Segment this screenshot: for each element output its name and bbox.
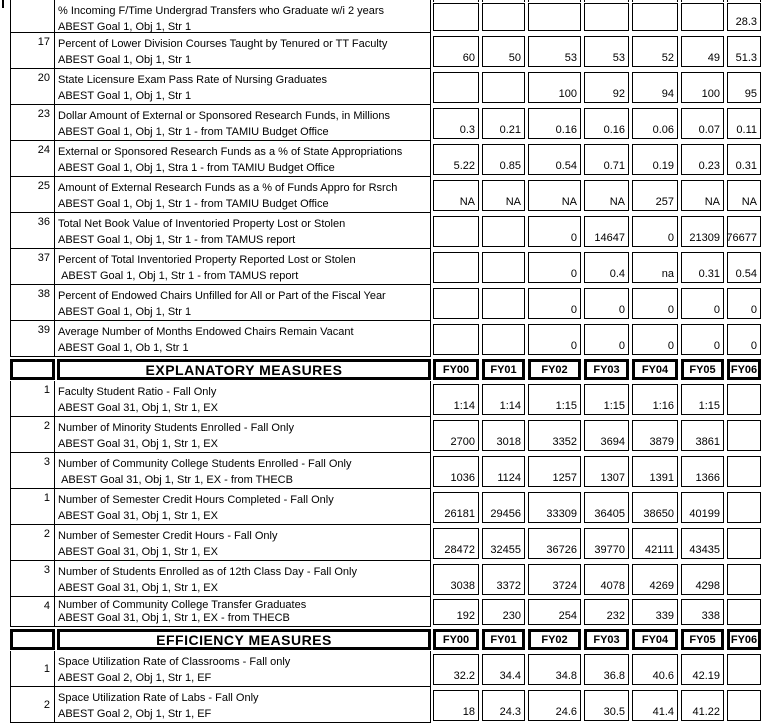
value-cell: 18 bbox=[433, 690, 479, 721]
value-cell: 0 bbox=[584, 288, 629, 319]
measure-title: Number of Community College Transfer Graduates bbox=[58, 599, 307, 611]
cut-off-border-tick bbox=[2, 0, 4, 8]
measure-title: Space Utilization Rate of Classrooms - Fall only bbox=[58, 656, 291, 668]
value-cell: 3018 bbox=[482, 420, 525, 451]
measure-description-cell bbox=[55, 285, 431, 321]
measure-row bbox=[10, 381, 761, 417]
value-cell: 0.16 bbox=[528, 108, 581, 139]
value-cell: 3861 bbox=[681, 420, 724, 451]
value-cell bbox=[482, 324, 525, 355]
value-cell: 26181 bbox=[433, 492, 479, 523]
fy-column-header: FY06 bbox=[727, 359, 761, 380]
measure-description-cell bbox=[55, 213, 431, 249]
value-cell: 76677 bbox=[727, 216, 761, 247]
measure-row bbox=[10, 69, 761, 105]
value-cell: 1:15 bbox=[528, 384, 581, 415]
value-cell: 60 bbox=[433, 36, 479, 67]
value-cell: 0.23 bbox=[681, 144, 724, 175]
row-number: 1 bbox=[10, 489, 55, 525]
row-number: 25 bbox=[10, 177, 55, 213]
row-values bbox=[431, 105, 761, 141]
measure-title: External or Sponsored Research Funds as a % of State Appropriations bbox=[58, 146, 403, 158]
value-cell: 0 bbox=[528, 288, 581, 319]
measure-abest-line: ABEST Goal 31, Obj 1, Str 1, EX - from THECB bbox=[58, 474, 293, 486]
measure-description-cell bbox=[55, 525, 431, 561]
value-cell: 0.11 bbox=[727, 108, 761, 139]
value-cell: 0 bbox=[528, 324, 581, 355]
measure-row bbox=[10, 597, 761, 627]
row-number: 2 bbox=[10, 417, 55, 453]
row-values bbox=[431, 525, 761, 561]
value-cell: 39770 bbox=[584, 528, 629, 559]
measure-title: Number of Community College Students Enrolled - Fall Only bbox=[58, 458, 352, 470]
value-cell: 1391 bbox=[632, 456, 678, 487]
value-cell: 3879 bbox=[632, 420, 678, 451]
fy-column-header: FY00 bbox=[433, 359, 479, 380]
measure-abest-line: ABEST Goal 1, Obj 1, Str 1 bbox=[58, 54, 192, 66]
value-cell: 1307 bbox=[584, 456, 629, 487]
row-values bbox=[431, 489, 761, 525]
row-values bbox=[431, 69, 761, 105]
value-cell bbox=[482, 252, 525, 283]
measure-description-cell bbox=[55, 381, 431, 417]
measure-abest-line: ABEST Goal 31, Obj 1, Str 1, EX - from THECB bbox=[58, 612, 290, 624]
measure-title: % Incoming F/Time Undergrad Transfers who Graduate w/i 2 years bbox=[58, 5, 385, 17]
measure-abest-line: ABEST Goal 1, Obj 1, Str 1 bbox=[58, 306, 192, 318]
measure-title: State Licensure Exam Pass Rate of Nursing Graduates bbox=[58, 74, 328, 86]
value-cell bbox=[433, 72, 479, 103]
value-cell bbox=[433, 216, 479, 247]
value-cell bbox=[727, 690, 761, 721]
row-values bbox=[431, 213, 761, 249]
value-cell: 4298 bbox=[681, 564, 724, 595]
value-cell: 4269 bbox=[632, 564, 678, 595]
value-cell bbox=[482, 72, 525, 103]
value-cell: NA bbox=[681, 180, 724, 211]
measure-title: Percent of Total Inventoried Property Reported Lost or Stolen bbox=[58, 254, 356, 266]
measure-abest-line: ABEST Goal 1, Obj 1, Str 1 - from TAMIU Budget Office bbox=[58, 126, 329, 138]
fy-column-header: FY05 bbox=[681, 359, 724, 380]
value-cell: na bbox=[632, 252, 678, 283]
value-cell: 95 bbox=[727, 72, 761, 103]
row-values bbox=[431, 0, 761, 33]
value-cell: 94 bbox=[632, 72, 678, 103]
row-number: 2 bbox=[10, 525, 55, 561]
measure-row bbox=[10, 687, 761, 723]
value-cell: 42.19 bbox=[681, 654, 724, 685]
measure-row bbox=[10, 321, 761, 357]
row-number: 36 bbox=[10, 213, 55, 249]
measure-row bbox=[10, 249, 761, 285]
measure-row bbox=[10, 453, 761, 489]
fy-column-header: FY02 bbox=[528, 629, 581, 650]
value-cell: 0.54 bbox=[528, 144, 581, 175]
measure-description-cell bbox=[55, 249, 431, 285]
measure-abest-line: ABEST Goal 31, Obj 1, Str 1, EX bbox=[58, 438, 218, 450]
value-cell bbox=[681, 3, 724, 31]
value-cell: 41.4 bbox=[632, 690, 678, 721]
measure-description-cell bbox=[55, 597, 431, 627]
measure-row bbox=[10, 0, 761, 33]
value-cell: 33309 bbox=[528, 492, 581, 523]
row-number: 4 bbox=[10, 597, 55, 627]
row-number: 24 bbox=[10, 141, 55, 177]
measure-description-cell bbox=[55, 417, 431, 453]
value-cell: 0 bbox=[632, 324, 678, 355]
value-cell: 0 bbox=[632, 216, 678, 247]
section-header-row bbox=[10, 357, 761, 381]
value-cell: NA bbox=[433, 180, 479, 211]
value-cell: 50 bbox=[482, 36, 525, 67]
value-cell bbox=[727, 564, 761, 595]
value-cell: 0.85 bbox=[482, 144, 525, 175]
row-values bbox=[431, 597, 761, 627]
value-cell: 53 bbox=[584, 36, 629, 67]
value-cell: NA bbox=[482, 180, 525, 211]
value-cell: 36405 bbox=[584, 492, 629, 523]
value-cell: 49 bbox=[681, 36, 724, 67]
measure-abest-line: ABEST Goal 1, Obj 1, Str 1 bbox=[58, 90, 192, 102]
measure-row bbox=[10, 525, 761, 561]
row-values bbox=[431, 141, 761, 177]
value-cell: 1124 bbox=[482, 456, 525, 487]
value-cell: 34.8 bbox=[528, 654, 581, 685]
measure-abest-line: ABEST Goal 2, Obj 1, Str 1, EF bbox=[58, 672, 212, 684]
value-cell bbox=[433, 252, 479, 283]
measure-description-cell bbox=[55, 651, 431, 687]
row-number bbox=[10, 0, 55, 33]
section-header-row bbox=[10, 627, 761, 651]
measure-title: Dollar Amount of External or Sponsored Research Funds, in Millions bbox=[58, 110, 390, 122]
value-cell: 30.5 bbox=[584, 690, 629, 721]
measure-description-cell bbox=[55, 687, 431, 723]
value-cell: 24.3 bbox=[482, 690, 525, 721]
value-cell: 0.71 bbox=[584, 144, 629, 175]
value-cell: 1257 bbox=[528, 456, 581, 487]
row-number: 3 bbox=[10, 453, 55, 489]
value-cell: 230 bbox=[482, 599, 525, 625]
performance-measures-table bbox=[10, 0, 761, 723]
value-cell: 0.3 bbox=[433, 108, 479, 139]
value-cell: 43435 bbox=[681, 528, 724, 559]
value-cell: 1:15 bbox=[584, 384, 629, 415]
section-header-number-cell bbox=[10, 629, 55, 650]
value-cell bbox=[727, 456, 761, 487]
value-cell: 339 bbox=[632, 599, 678, 625]
value-cell: 0.31 bbox=[681, 252, 724, 283]
value-cell: 36726 bbox=[528, 528, 581, 559]
row-values bbox=[431, 687, 761, 723]
row-number: 3 bbox=[10, 561, 55, 597]
value-cell: 0 bbox=[584, 324, 629, 355]
row-number: 20 bbox=[10, 69, 55, 105]
measure-title: Total Net Book Value of Inventoried Property Lost or Stolen bbox=[58, 218, 346, 230]
value-cell bbox=[482, 288, 525, 319]
value-cell: 0.07 bbox=[681, 108, 724, 139]
value-cell bbox=[584, 3, 629, 31]
value-cell: 100 bbox=[681, 72, 724, 103]
value-cell: 100 bbox=[528, 72, 581, 103]
value-cell: 257 bbox=[632, 180, 678, 211]
value-cell: 92 bbox=[584, 72, 629, 103]
measure-abest-line: ABEST Goal 1, Ob 1, Str 1 bbox=[58, 342, 189, 354]
measure-row bbox=[10, 141, 761, 177]
value-cell: 24.6 bbox=[528, 690, 581, 721]
measure-row bbox=[10, 417, 761, 453]
measure-abest-line: ABEST Goal 31, Obj 1, Str 1, EX bbox=[58, 546, 218, 558]
measure-description-cell bbox=[55, 453, 431, 489]
measure-description-cell bbox=[55, 177, 431, 213]
value-cell: 254 bbox=[528, 599, 581, 625]
value-cell: 0.16 bbox=[584, 108, 629, 139]
measure-abest-line: ABEST Goal 1, Obj 1, Str 1 bbox=[58, 21, 192, 33]
row-values bbox=[431, 561, 761, 597]
row-number: 2 bbox=[10, 687, 55, 723]
measure-description-cell bbox=[55, 489, 431, 525]
value-cell bbox=[632, 3, 678, 31]
row-number: 38 bbox=[10, 285, 55, 321]
value-cell: 0.19 bbox=[632, 144, 678, 175]
measure-description-cell bbox=[55, 141, 431, 177]
value-cell: 0.54 bbox=[727, 252, 761, 283]
value-cell bbox=[727, 654, 761, 685]
value-cell: 28.3 bbox=[727, 3, 761, 31]
measure-description-cell bbox=[55, 561, 431, 597]
row-values bbox=[431, 381, 761, 417]
value-cell: 1:14 bbox=[433, 384, 479, 415]
value-cell: 38650 bbox=[632, 492, 678, 523]
measure-row bbox=[10, 33, 761, 69]
measure-title: Number of Semester Credit Hours Completed - Fall Only bbox=[58, 494, 334, 506]
value-cell: 3038 bbox=[433, 564, 479, 595]
value-cell: 5.22 bbox=[433, 144, 479, 175]
value-cell bbox=[433, 3, 479, 31]
row-number: 1 bbox=[10, 381, 55, 417]
measure-abest-line: ABEST Goal 1, Obj 1, Str 1 - from TAMIU Budget Office bbox=[58, 198, 329, 210]
value-cell bbox=[727, 492, 761, 523]
value-cell: 0 bbox=[727, 288, 761, 319]
value-cell: 4078 bbox=[584, 564, 629, 595]
value-cell: 40.6 bbox=[632, 654, 678, 685]
value-cell: 3724 bbox=[528, 564, 581, 595]
value-cell: 0 bbox=[727, 324, 761, 355]
row-values bbox=[431, 321, 761, 357]
fy-column-header: FY04 bbox=[632, 629, 678, 650]
value-cell: 0.21 bbox=[482, 108, 525, 139]
fy-column-header: FY06 bbox=[727, 629, 761, 650]
fy-column-header: FY01 bbox=[482, 629, 525, 650]
measure-title: Amount of External Research Funds as a % of Funds Appro for Rsrch bbox=[58, 182, 398, 194]
value-cell: 21309 bbox=[681, 216, 724, 247]
value-cell: 40199 bbox=[681, 492, 724, 523]
value-cell: 41.22 bbox=[681, 690, 724, 721]
value-cell bbox=[482, 3, 525, 31]
measure-abest-line: ABEST Goal 31, Obj 1, Str 1, EX bbox=[58, 582, 218, 594]
row-number: 37 bbox=[10, 249, 55, 285]
value-cell: 3352 bbox=[528, 420, 581, 451]
measure-row bbox=[10, 651, 761, 687]
measure-abest-line: ABEST Goal 31, Obj 1, Str 1, EX bbox=[58, 510, 218, 522]
measure-abest-line: ABEST Goal 1, Obj 1, Str 1 - from TAMUS report bbox=[58, 270, 299, 282]
fy-column-header: FY00 bbox=[433, 629, 479, 650]
row-values bbox=[431, 285, 761, 321]
value-cell: 29456 bbox=[482, 492, 525, 523]
value-cell: 0.06 bbox=[632, 108, 678, 139]
value-cell: 0.31 bbox=[727, 144, 761, 175]
measure-abest-line: ABEST Goal 2, Obj 1, Str 1, EF bbox=[58, 708, 212, 720]
row-values bbox=[431, 417, 761, 453]
value-cell: 53 bbox=[528, 36, 581, 67]
value-cell: 1:16 bbox=[632, 384, 678, 415]
row-number: 1 bbox=[10, 651, 55, 687]
measure-title: Number of Semester Credit Hours - Fall Only bbox=[58, 530, 278, 542]
fy-column-header: FY01 bbox=[482, 359, 525, 380]
measure-row bbox=[10, 561, 761, 597]
measure-title: Number of Minority Students Enrolled - Fall Only bbox=[58, 422, 294, 434]
measure-row bbox=[10, 213, 761, 249]
measure-abest-line: ABEST Goal 1, Obj 1, Str 1 - from TAMUS report bbox=[58, 234, 296, 246]
measure-title: Faculty Student Ratio - Fall Only bbox=[58, 386, 217, 398]
value-cell bbox=[727, 528, 761, 559]
value-cell bbox=[727, 599, 761, 625]
fy-column-header: FY04 bbox=[632, 359, 678, 380]
value-cell bbox=[727, 420, 761, 451]
measure-row bbox=[10, 105, 761, 141]
section-header-number-cell bbox=[10, 359, 55, 380]
value-cell: 0.4 bbox=[584, 252, 629, 283]
section-header-title: EXPLANATORY MEASURES bbox=[57, 359, 431, 380]
measure-description-cell bbox=[55, 105, 431, 141]
value-cell: 32455 bbox=[482, 528, 525, 559]
value-cell: 3372 bbox=[482, 564, 525, 595]
value-cell: 28472 bbox=[433, 528, 479, 559]
row-values bbox=[431, 33, 761, 69]
measure-title: Percent of Lower Division Courses Taught by Tenured or TT Faculty bbox=[58, 38, 388, 50]
value-cell: 1036 bbox=[433, 456, 479, 487]
value-cell: 0 bbox=[528, 216, 581, 247]
value-cell bbox=[727, 384, 761, 415]
value-cell: 3694 bbox=[584, 420, 629, 451]
measure-description-cell bbox=[55, 33, 431, 69]
value-cell: 52 bbox=[632, 36, 678, 67]
row-values bbox=[431, 249, 761, 285]
value-cell: 32.2 bbox=[433, 654, 479, 685]
measure-row bbox=[10, 177, 761, 213]
value-cell: 34.4 bbox=[482, 654, 525, 685]
value-cell: 14647 bbox=[584, 216, 629, 247]
value-cell bbox=[433, 324, 479, 355]
value-cell: 36.8 bbox=[584, 654, 629, 685]
measure-title: Average Number of Months Endowed Chairs Remain Vacant bbox=[58, 326, 354, 338]
value-cell: NA bbox=[727, 180, 761, 211]
value-cell: 0 bbox=[681, 324, 724, 355]
value-cell bbox=[528, 3, 581, 31]
measure-title: Space Utilization Rate of Labs - Fall Only bbox=[58, 692, 259, 704]
value-cell: 0 bbox=[528, 252, 581, 283]
row-number: 17 bbox=[10, 33, 55, 69]
row-values bbox=[431, 177, 761, 213]
measure-row bbox=[10, 489, 761, 525]
value-cell: 1:15 bbox=[681, 384, 724, 415]
value-cell bbox=[482, 216, 525, 247]
row-number: 39 bbox=[10, 321, 55, 357]
value-cell: 192 bbox=[433, 599, 479, 625]
fy-column-header: FY05 bbox=[681, 629, 724, 650]
measure-row bbox=[10, 285, 761, 321]
measure-abest-line: ABEST Goal 1, Obj 1, Stra 1 - from TAMIU Budget Office bbox=[58, 162, 335, 174]
value-cell: 1:14 bbox=[482, 384, 525, 415]
value-cell: 51.3 bbox=[727, 36, 761, 67]
measure-description-cell bbox=[55, 0, 431, 33]
value-cell: NA bbox=[528, 180, 581, 211]
value-cell: 42111 bbox=[632, 528, 678, 559]
value-cell: NA bbox=[584, 180, 629, 211]
row-number: 23 bbox=[10, 105, 55, 141]
measure-description-cell bbox=[55, 69, 431, 105]
measure-description-cell bbox=[55, 321, 431, 357]
value-cell: 0 bbox=[681, 288, 724, 319]
fy-column-header: FY03 bbox=[584, 359, 629, 380]
measure-title: Percent of Endowed Chairs Unfilled for All or Part of the Fiscal Year bbox=[58, 290, 386, 302]
measure-title: Number of Students Enrolled as of 12th Class Day - Fall Only bbox=[58, 566, 357, 578]
fy-column-header: FY02 bbox=[528, 359, 581, 380]
value-cell: 338 bbox=[681, 599, 724, 625]
value-cell: 1366 bbox=[681, 456, 724, 487]
value-cell: 0 bbox=[632, 288, 678, 319]
row-values bbox=[431, 651, 761, 687]
value-cell bbox=[433, 288, 479, 319]
value-cell: 2700 bbox=[433, 420, 479, 451]
value-cell: 232 bbox=[584, 599, 629, 625]
section-header-title: EFFICIENCY MEASURES bbox=[57, 629, 431, 650]
row-values bbox=[431, 453, 761, 489]
measure-abest-line: ABEST Goal 31, Obj 1, Str 1, EX bbox=[58, 402, 218, 414]
fy-column-header: FY03 bbox=[584, 629, 629, 650]
